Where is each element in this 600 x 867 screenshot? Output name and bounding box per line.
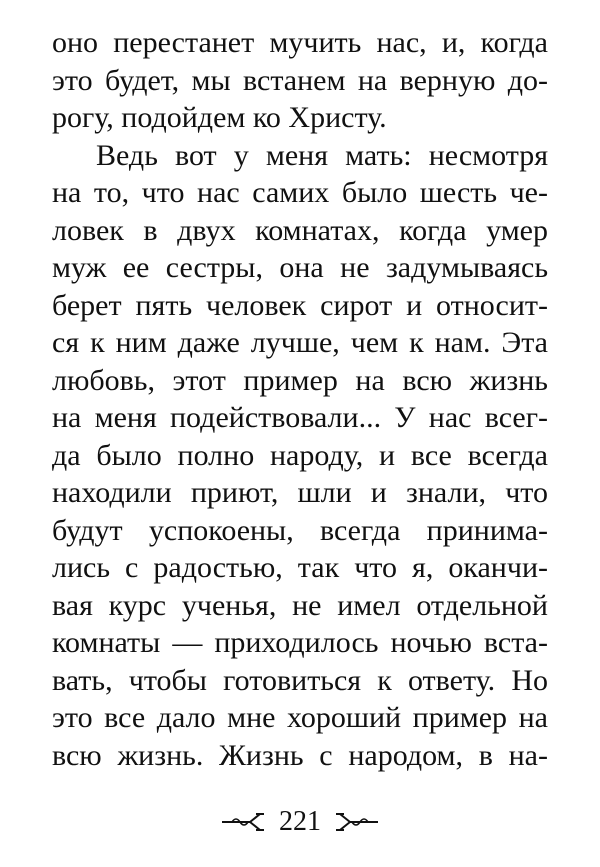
text-line: ловек в двух комнатах, когда умер <box>52 213 548 247</box>
text-line: вать, чтобы готовиться к ответу. Но <box>52 663 548 697</box>
text-line: вая курс ученья, не имел отдельной <box>52 588 548 622</box>
text-line: это все дало мне хороший пример на <box>52 701 548 734</box>
page-number: 221 <box>279 805 321 837</box>
text-line: находили приют, шли и знали, что <box>52 476 548 509</box>
text-line: ся к ним даже лучше, чем к нам. Эта <box>52 326 548 359</box>
text-line: на то, что нас самих было шесть че- <box>52 176 548 209</box>
text-line: оно перестанет мучить нас, и, когда <box>52 26 548 59</box>
text-line: будут успокоены, всегда принима- <box>52 513 548 547</box>
text-line: Ведь вот у меня мать: несмотря <box>96 138 548 172</box>
page-footer <box>0 800 600 842</box>
text-line: это будет, мы встанем на верную до- <box>52 63 548 97</box>
text-line: комнаты — приходилось ночью вста- <box>52 626 548 659</box>
text-line: муж ее сестры, она не задумываясь <box>52 251 548 284</box>
text-line: на меня подействовали... У нас всег- <box>52 401 548 434</box>
left-scroll-ornament-icon <box>220 811 266 833</box>
text-line: да было полно народу, и все всегда <box>52 438 548 472</box>
text-line: любовь, этот пример на всю жизнь <box>52 363 548 397</box>
text-line: всю жизнь. Жизнь с народом, в на- <box>52 738 548 772</box>
text-line: лись с радостью, так что я, оканчи- <box>52 551 548 584</box>
right-scroll-ornament-icon <box>334 811 380 833</box>
text-line: берет пять человек сирот и относит- <box>52 288 548 322</box>
body-text <box>52 24 548 774</box>
text-line: рогу, подойдем ко Христу. <box>52 101 387 134</box>
